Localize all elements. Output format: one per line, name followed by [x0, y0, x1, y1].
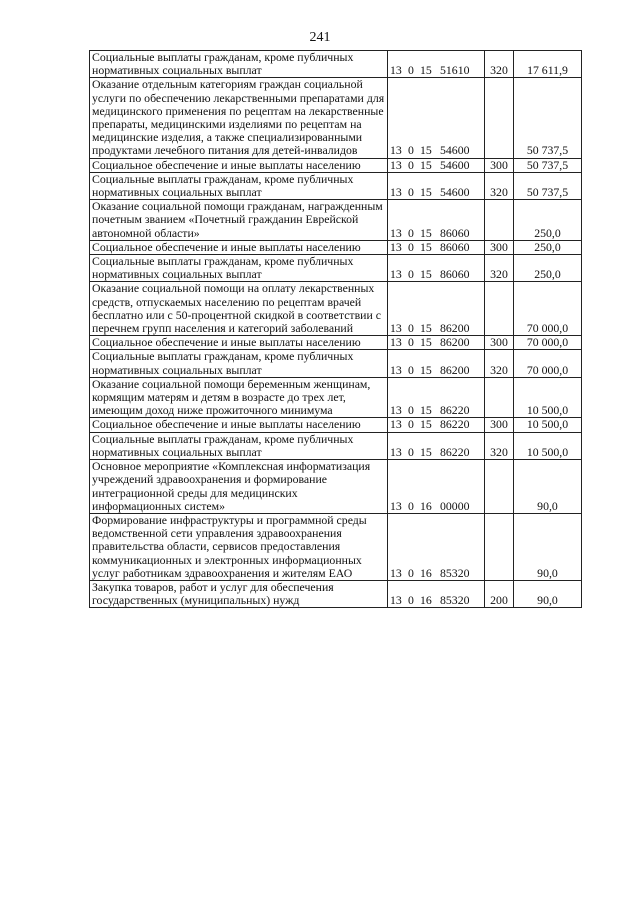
row-name: Социальные выплаты гражданам, кроме публичных нормативных социальных выплат: [90, 172, 388, 199]
code-part: 86200: [440, 362, 470, 377]
budget-table-body: [90, 51, 582, 608]
table-row: [90, 513, 582, 580]
row-expense-type: [485, 200, 514, 241]
code-part: 0: [408, 335, 414, 350]
row-code: [388, 418, 485, 432]
code-part: 13: [390, 267, 402, 282]
code-part: 86220: [440, 403, 470, 418]
row-code: [388, 580, 485, 607]
row-expense-type: [485, 78, 514, 158]
code-part: 54600: [440, 157, 470, 172]
row-name: Социальные выплаты гражданам, кроме публичных нормативных социальных выплат: [90, 350, 388, 377]
code-part: 15: [420, 63, 432, 78]
code-part: 86060: [440, 239, 470, 254]
code-part: 0: [408, 403, 414, 418]
code-part: 86060: [440, 267, 470, 282]
row-expense-type: 320: [485, 255, 514, 282]
code-part: 13: [390, 403, 402, 418]
row-name: Оказание социальной помощи беременным женщинам, кормящим матерям и детям в возрасте до трех лет, имеющим доход ниже прожиточного минимума: [90, 377, 388, 418]
code-part: 16: [420, 498, 432, 513]
row-sum: 70 000,0: [514, 350, 582, 377]
row-expense-type: 300: [485, 418, 514, 432]
code-part: 15: [420, 362, 432, 377]
code-part: 13: [390, 417, 402, 432]
row-code: [388, 51, 485, 78]
row-sum: 250,0: [514, 255, 582, 282]
row-code: [388, 78, 485, 158]
row-name: Основное мероприятие «Комплексная информатизация учреждений здравоохранения и формирование интеграционной среды для медицинских информационных систем»: [90, 460, 388, 514]
code-part: 15: [420, 267, 432, 282]
table-row: [90, 460, 582, 514]
table-row: [90, 350, 582, 377]
table-row: [90, 78, 582, 158]
row-code: [388, 255, 485, 282]
code-part: 13: [390, 335, 402, 350]
code-part: 13: [390, 143, 402, 158]
code-part: 0: [408, 157, 414, 172]
table-row: [90, 580, 582, 607]
row-name: Социальные выплаты гражданам, кроме публичных нормативных социальных выплат: [90, 432, 388, 459]
row-name: Оказание социальной помощи гражданам, награжденным почетным званием «Почетный гражданин Еврейской автономной области»: [90, 200, 388, 241]
table-row: [90, 172, 582, 199]
code-part: 54600: [440, 185, 470, 200]
code-part: 13: [390, 498, 402, 513]
code-part: 0: [408, 321, 414, 336]
code-part: 13: [390, 63, 402, 78]
row-code: [388, 350, 485, 377]
code-part: 0: [408, 362, 414, 377]
row-name: Оказание отдельным категориям граждан социальной услуги по обеспечению лекарственными препаратами для медицинского применения по рецептам на лекарственные препараты, медицинскими изделиями по рецептам на медицинские изделия, а также специализированными продуктами лечебного питания для детей-инвалидов: [90, 78, 388, 158]
code-part: 15: [420, 444, 432, 459]
row-code: [388, 377, 485, 418]
code-part: 13: [390, 225, 402, 240]
code-part: 86200: [440, 321, 470, 336]
row-expense-type: [485, 513, 514, 580]
code-part: 15: [420, 225, 432, 240]
row-name: Социальное обеспечение и иные выплаты населению: [90, 418, 388, 432]
code-part: 13: [390, 239, 402, 254]
code-part: 15: [420, 185, 432, 200]
code-part: 0: [408, 239, 414, 254]
row-sum: 90,0: [514, 513, 582, 580]
code-part: 15: [420, 321, 432, 336]
code-part: 15: [420, 157, 432, 172]
table-row: [90, 255, 582, 282]
table-row: [90, 158, 582, 172]
code-part: 0: [408, 225, 414, 240]
row-name: Социальные выплаты гражданам, кроме публичных нормативных социальных выплат: [90, 255, 388, 282]
code-part: 13: [390, 565, 402, 580]
code-part: 86060: [440, 225, 470, 240]
row-sum: 70 000,0: [514, 336, 582, 350]
code-part: 15: [420, 335, 432, 350]
row-code: [388, 172, 485, 199]
row-name: Социальное обеспечение и иные выплаты населению: [90, 336, 388, 350]
row-code: [388, 460, 485, 514]
row-sum: 10 500,0: [514, 432, 582, 459]
table-row: [90, 432, 582, 459]
row-code: [388, 200, 485, 241]
table-row: [90, 240, 582, 254]
row-code: [388, 513, 485, 580]
row-expense-type: 320: [485, 350, 514, 377]
code-part: 13: [390, 362, 402, 377]
code-part: 13: [390, 321, 402, 336]
code-part: 86200: [440, 335, 470, 350]
code-part: 86220: [440, 417, 470, 432]
row-expense-type: 300: [485, 336, 514, 350]
code-part: 0: [408, 63, 414, 78]
code-part: 16: [420, 565, 432, 580]
code-part: 13: [390, 157, 402, 172]
row-expense-type: 320: [485, 172, 514, 199]
row-name: Социальное обеспечение и иные выплаты населению: [90, 240, 388, 254]
row-code: [388, 158, 485, 172]
row-sum: 50 737,5: [514, 172, 582, 199]
row-name: Формирование инфраструктуры и программной среды ведомственной сети управления здравоохранения правительства области, сервисов предоставления коммуникационных и электронных информационных услуг работникам здравоохранения и жителям ЕАО: [90, 513, 388, 580]
row-name: Социальные выплаты гражданам, кроме публичных нормативных социальных выплат: [90, 51, 388, 78]
code-part: 0: [408, 417, 414, 432]
code-part: 15: [420, 403, 432, 418]
code-part: 0: [408, 498, 414, 513]
table-row: [90, 282, 582, 336]
row-sum: 50 737,5: [514, 158, 582, 172]
row-sum: 70 000,0: [514, 282, 582, 336]
row-sum: 90,0: [514, 580, 582, 607]
table-row: [90, 51, 582, 78]
code-part: 0: [408, 593, 414, 608]
code-part: 13: [390, 593, 402, 608]
row-sum: 10 500,0: [514, 418, 582, 432]
table-row: [90, 377, 582, 418]
code-part: 15: [420, 239, 432, 254]
row-expense-type: 300: [485, 240, 514, 254]
budget-table: [89, 50, 582, 608]
row-name: Оказание социальной помощи на оплату лекарственных средств, отпускаемых населению по рецептам врачей бесплатно или с 50-процентной скидкой в соответствии с перечнем групп населения и категорий заболеваний: [90, 282, 388, 336]
row-sum: 250,0: [514, 200, 582, 241]
row-sum: 250,0: [514, 240, 582, 254]
table-row: [90, 418, 582, 432]
code-part: 15: [420, 417, 432, 432]
row-sum: 90,0: [514, 460, 582, 514]
table-row: [90, 336, 582, 350]
row-expense-type: 320: [485, 432, 514, 459]
row-code: [388, 432, 485, 459]
code-part: 86220: [440, 444, 470, 459]
row-sum: 50 737,5: [514, 78, 582, 158]
row-code: [388, 240, 485, 254]
row-code: [388, 282, 485, 336]
code-part: 13: [390, 185, 402, 200]
code-part: 16: [420, 593, 432, 608]
code-part: 0: [408, 444, 414, 459]
code-part: 85320: [440, 593, 470, 608]
code-part: 00000: [440, 498, 470, 513]
code-part: 51610: [440, 63, 470, 78]
code-part: 54600: [440, 143, 470, 158]
code-part: 15: [420, 143, 432, 158]
row-name: Закупка товаров, работ и услуг для обеспечения государственных (муниципальных) нужд: [90, 580, 388, 607]
row-name: Социальное обеспечение и иные выплаты населению: [90, 158, 388, 172]
row-expense-type: [485, 460, 514, 514]
row-expense-type: [485, 377, 514, 418]
code-part: 0: [408, 143, 414, 158]
code-part: 0: [408, 267, 414, 282]
row-sum: 17 611,9: [514, 51, 582, 78]
code-part: 0: [408, 565, 414, 580]
code-part: 0: [408, 185, 414, 200]
code-part: 85320: [440, 565, 470, 580]
row-expense-type: [485, 282, 514, 336]
row-expense-type: 200: [485, 580, 514, 607]
row-sum: 10 500,0: [514, 377, 582, 418]
table-row: [90, 200, 582, 241]
row-code: [388, 336, 485, 350]
row-expense-type: 300: [485, 158, 514, 172]
row-expense-type: 320: [485, 51, 514, 78]
code-part: 13: [390, 444, 402, 459]
page-number: 241: [309, 30, 331, 45]
